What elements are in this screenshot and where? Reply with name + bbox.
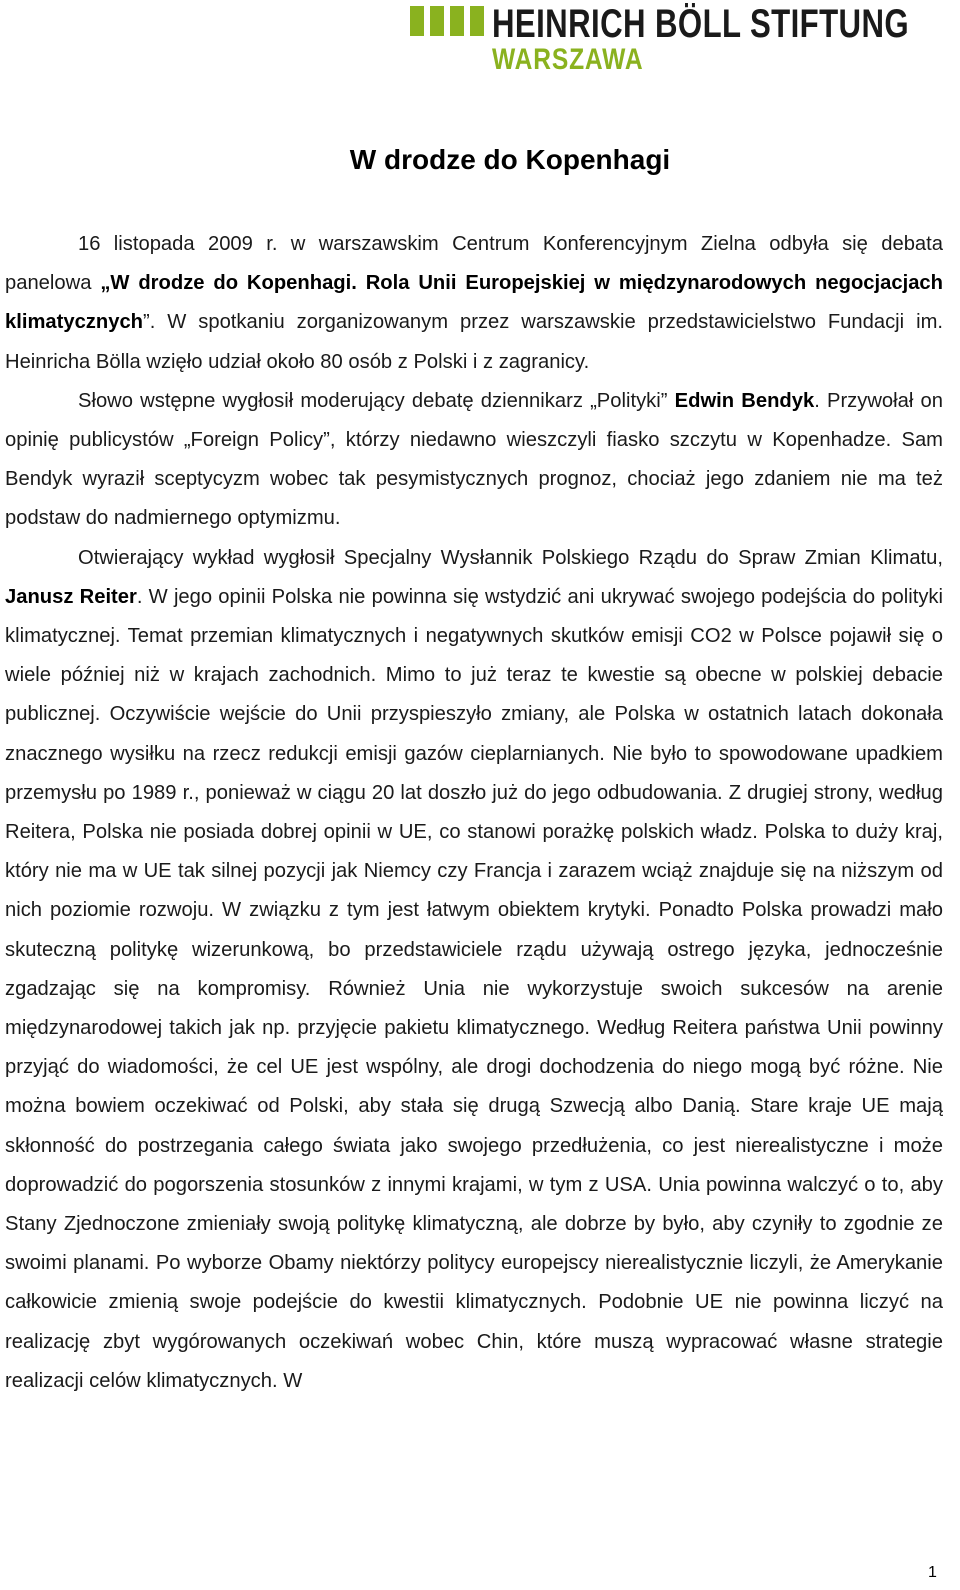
moderator-name: Edwin Bendyk (674, 389, 815, 412)
paragraph-2-text-a: Słowo wstępne wygłosił moderujący debatę dziennikarz „Polityki” (78, 389, 675, 412)
paragraph-1-text-c: ”. W spotkaniu zorganizowanym przez warszawskie przedstawicielstwo Fundacji im. Heinricha Bölla wzięło udział około 80 osób z Polski i z zagranicy. (5, 311, 943, 373)
speaker-name: Janusz Reiter (5, 585, 137, 608)
logo-name: HEINRICH BÖLL STIFTUNG (492, 2, 910, 46)
paragraph-2-text-c: . Przywołał on opinię publicystów „Foreign Policy”, którzy niedawno wieszczyli fiasko szczytu w Kopenhadze. Sam Bendyk wyraził sceptycyzm wobec tak pesymistycznych prognoz, chociaż jego zdaniem nie ma też podstaw do nadmiernego optymizmu. (5, 389, 943, 530)
paragraph-3-text-a: Otwierający wykład wygłosił Specjalny Wysłannik Polskiego Rządu do Spraw Zmian Klimatu, (78, 546, 943, 569)
paragraph-3-text-c: . W jego opinii Polska nie powinna się wstydzić ani ukrywać swojego podejścia do polityki klimatycznej. Temat przemian klimatycznych i negatywnych skutków emisji CO2 w Polsce pojawił się o wiele później niż w krajach zachodnich. Mimo to już teraz te kwestie są obecne w polskiej debacie publicznej. Oczywiście wejście do Unii przyspieszyło zmiany, ale Polska w ostatnich latach dokonała znacznego wysiłku na rzecz redukcji emisji gazów cieplarnianych. Nie było to spowodowane upadkiem przemysłu po 1989 r., ponieważ w ciągu 20 lat doszło już do jego odbudowania. Z drugiej strony, według Reitera, Polska nie posiada dobrej opinii w UE, co stanowi porażkę polskich władz. Polska to duży kraj, który nie ma w UE tak silnej pozycji jak Niemcy czy Francja i zarazem wciąż znajduje się na niższym od nich poziomie rozwoju. W związku z tym jest łatwym obiektem krytyki. Ponadto Polska prowadzi mało skuteczną politykę wizerunkową, bo przedstawiciele rządu używają ostrego języka, jednocześnie zgadzając się na kompromisy. Również Unia nie wykorzystuje swoich sukcesów na arenie międzynarodowej takich jak np. przyjęcie pakietu klimatycznego. Według Reitera państwa Unii powinny przyjąć do wiadomości, że cel UE jest wspólny, ale drogi dochodzenia do niego mogą być różne. Nie można bowiem oczekiwać od Polski, aby stała się drugą Szwecją albo Danią. Stare kraje UE mają skłonność do postrzegania całego świata jako swojego przedłużenia, co jest nierealistyczne i może doprowadzić do pogorszenia stosunków z innymi krajami, w tym z USA. Unia powinna walczyć o to, aby Stany Zjednoczone zmieniały swoją politykę klimatyczną, ale dobrze by było, aby czyniły to zgodnie ze swoimi planami. Po wyborze Obamy niektórzy politycy europejscy nierealistycznie liczyli, że Amerykanie całkowicie zmienią swoje podejście do kwestii klimatycznych. Podobnie UE nie powinna liczyć na realizację zbyt wygórowanych oczekiwań wobec Chin, które muszą wypracować własne strategie realizacji celów klimatycznych. W (5, 585, 943, 1392)
debate-title: „W drodze do Kopenhagi. Rola Unii Europejskiej w międzynarodowych negocjacjach klimatycznych (5, 272, 943, 334)
foundation-logo (410, 0, 950, 78)
logo-mark-icon (410, 0, 490, 78)
paragraph-1-text-a: 16 listopada 2009 r. w warszawskim Centrum Konferencyjnym Zielna odbyła się debata panelowa (5, 233, 943, 295)
document-body (5, 225, 943, 1401)
paragraph-2 (5, 382, 943, 539)
paragraph-1 (5, 225, 943, 382)
logo-city: WARSZAWA (492, 43, 644, 76)
page-number: 1 (928, 1564, 937, 1581)
paragraph-3 (5, 539, 943, 1401)
document-title: W drodze do Kopenhagi (349, 144, 671, 175)
